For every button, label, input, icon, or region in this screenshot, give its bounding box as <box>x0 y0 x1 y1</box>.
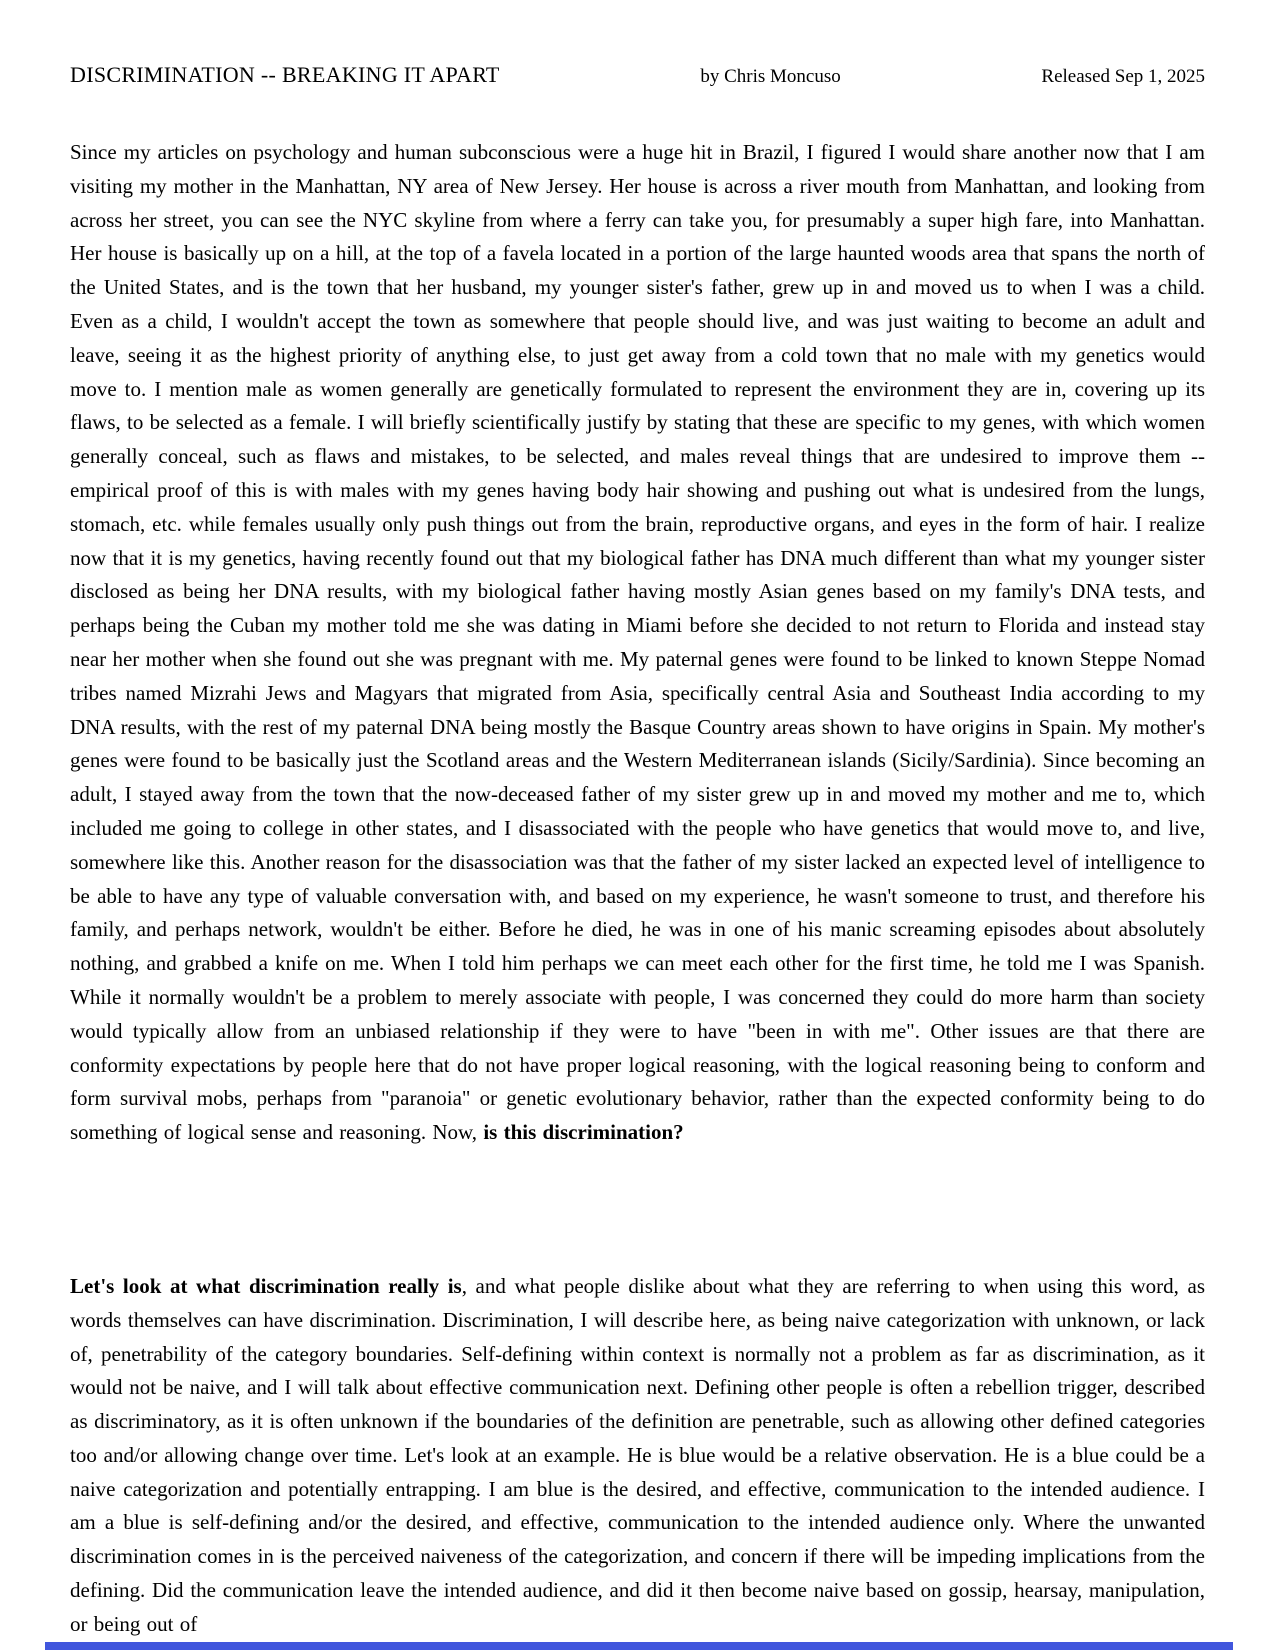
bottom-blue-bar <box>45 1642 1233 1650</box>
document-header <box>70 62 1205 88</box>
page-title: DISCRIMINATION -- BREAKING IT APART <box>70 62 500 87</box>
paragraph-definition: Let's look at what discrimination really is, and what people dislike about what they are referring to when using this word, as words themselves can have discrimination. Discrimination, I will describe here, as being naive categorization with unknown, or lack of, penetrability of the category boundaries. Self-defining within context is normally not a problem as far as discrimination, as it would not be naive, and I will talk about effective communication next. Defining other people is often a rebellion trigger, described as discriminatory, as it is often unknown if the boundaries of the definition are penetrable, such as allowing other defined categories too and/or allowing change over time. Let's look at an example. He is blue would be a relative observation. He is a blue could be a naive categorization and potentially entrapping. I am blue is the desired, and effective, communication to the intended audience. I am a blue is self-defining and/or the desired, and effective, communication to the intended audience only. Where the unwanted discrimination comes in is the perceived naiveness of the categorization, and concern if there will be impeding implications from the defining. Did the communication leave the intended audience, and did it then become naive based on gossip, hearsay, manipulation, or being out of <box>70 1273 1205 1636</box>
article-body <box>70 136 1205 1642</box>
author-byline: by Chris Moncuso <box>700 66 841 87</box>
paragraph-intro: Since my articles on psychology and human subconscious were a huge hit in Brazil, I figured I would share another now that I am visiting my mother in the Manhattan, NY area of New Jersey. Her house is across a river mouth from Manhattan, and looking from across her street, you can see the NYC skyline from where a ferry can take you, for presumably a super high fare, into Manhattan. Her house is basically up on a hill, at the top of a favela located in a portion of the large haunted woods area that spans the north of the United States, and is the town that her husband, my younger sister's father, grew up in and moved us to when I was a child. Even as a child, I wouldn't accept the town as somewhere that people should live, and was just waiting to become an adult and leave, seeing it as the highest priority of anything else, to just get away from a cold town that no male with my genetics would move to. I mention male as women generally are genetically formulated to represent the environment they are in, covering up its flaws, to be selected as a female. I will briefly scientifically justify by stating that these are specific to my genes, with which women generally conceal, such as flaws and mistakes, to be selected, and males reveal things that are undesired to improve them -- empirical proof of this is with males with my genes having body hair showing and pushing out what is undesired from the lungs, stomach, etc. while females usually only push things out from the brain, reproductive organs, and eyes in the form of hair. I realize now that it is my genetics, having recently found out that my biological father has DNA much different than what my younger sister disclosed as being her DNA results, with my biological father having mostly Asian genes based on my family's DNA tests, and perhaps being the Cuban my mother told me she was dating in Miami before she decided to not return to Florida and instead stay near her mother when she found out she was pregnant with me. My paternal genes were found to be linked to known Steppe Nomad tribes named Mizrahi Jews and Magyars that migrated from Asia, specifically central Asia and Southeast India according to my DNA results, with the rest of my paternal DNA being mostly the Basque Country areas shown to have origins in Spain. My mother's genes were found to be basically just the Scotland areas and the Western Mediterranean islands (Sicily/Sardinia). Since becoming an adult, I stayed away from the town that the now-deceased father of my sister grew up in and moved my mother and me to, which included me going to college in other states, and I disassociated with the people who have genetics that would move to, and live, somewhere like this. Another reason for the disassociation was that the father of my sister lacked an expected level of intelligence to be able to have any type of valuable conversation with, and based on my experience, he wasn't someone to trust, and therefore his family, and perhaps network, wouldn't be either. Before he died, he was in one of his manic screaming episodes about absolutely nothing, and grabbed a knife on me. When I told him perhaps we can meet each other for the first time, he told me I was Spanish. While it normally wouldn't be a problem to merely associate with people, I was concerned they could do more harm than society would typically allow from an unbiased relationship if they were to have "been in with me". Other issues are that there are conformity expectations by people here that do not have proper logical reasoning, with the logical reasoning being to conform and form survival mobs, perhaps from "paranoia" or genetic evolutionary behavior, rather than the expected conformity being to do something of logical sense and reasoning. Now, is this discrimination? <box>70 140 1205 1145</box>
release-date: Released Sep 1, 2025 <box>1041 66 1205 87</box>
